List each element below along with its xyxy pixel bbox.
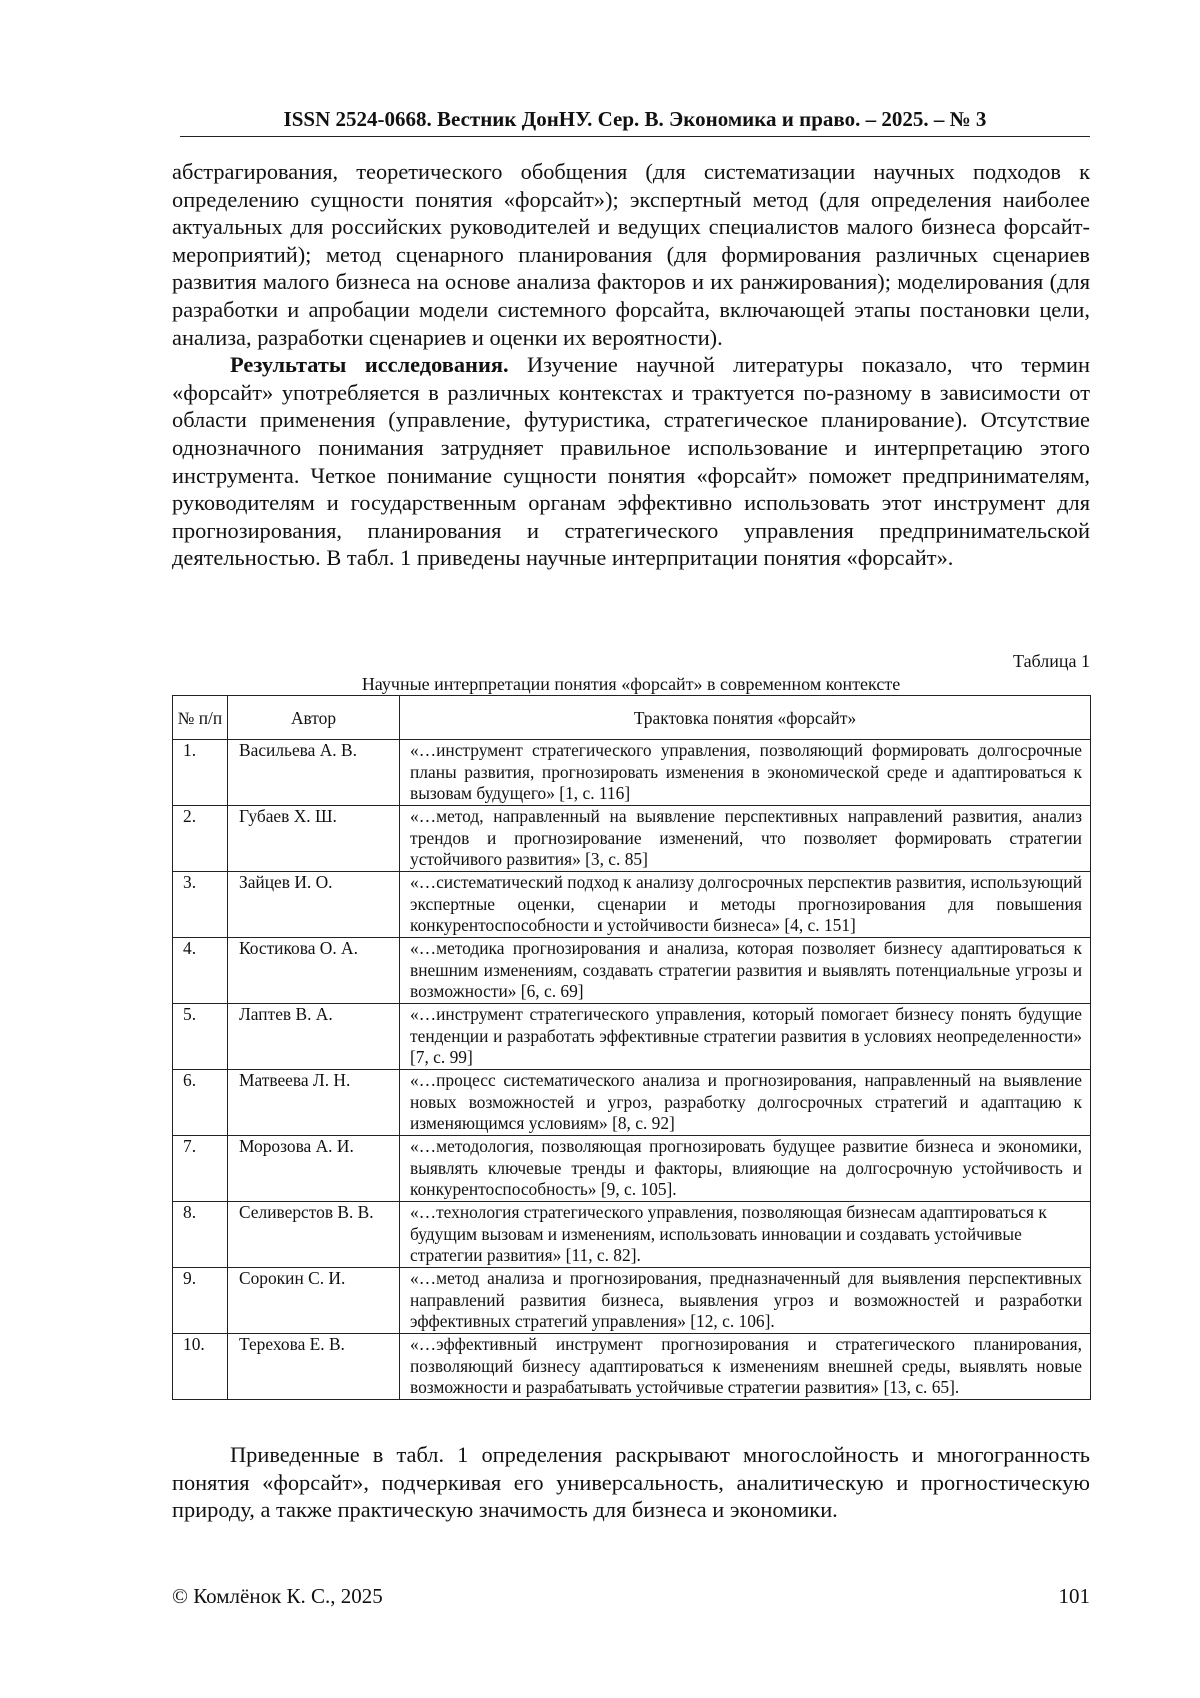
table-header-row <box>173 696 1091 740</box>
row-num: 7. <box>173 1136 228 1202</box>
intro-paragraph: абстрагирования, теоретического обобщения (для систематизации научных подходов к определению сущности понятия «форсайт»); экспертный метод (для определения наиболее актуальных для российских руководителей и ведущих специалистов малого бизнеса форсайт-мероприятий); метод сценарного планирования (для формирования различных сценариев развития малого бизнеса на основе анализа факторов и их ранжирования); моделирования (для разработки и апробации модели системного форсайта, включающей этапы постановки цели, анализа, разработки сценариев и оценки их вероятности). <box>172 159 1090 350</box>
row-num: 3. <box>173 872 228 938</box>
table-row <box>173 1136 1091 1202</box>
results-text: Изучение научной литературы показало, что термин «форсайт» употребляется в различных контекстах и трактуется по-разному в зависимости от области применения (управление, футуристика, стратегическое планирование). Отсутствие однозначного понимания затрудняет правильное использование и интерпретацию этого инструмента. Четкое понимание сущности понятия «форсайт» поможет предпринимателям, руководителям и государственным органам эффективно использовать этот инструмент для прогнозирования, планирования и стратегического управления предпринимательской деятельностью. В табл. 1 приведены научные интерпритации понятия «форсайт». <box>172 352 1090 571</box>
body-text-top <box>172 158 1090 572</box>
copyright-footer: © Комлёнок К. С., 2025 <box>172 1584 383 1608</box>
row-num: 9. <box>173 1268 228 1334</box>
row-num: 2. <box>173 806 228 872</box>
results-heading: Результаты исследования. <box>230 352 509 378</box>
row-definition: «…инструмент стратегического управления, который помогает бизнесу понять будущие тенденции и разработать эффективные стратегии развития в условиях неопределенности» [7, с. 99] <box>400 1004 1091 1070</box>
row-num: 4. <box>173 938 228 1004</box>
row-author: Лаптев В. А. <box>228 1004 400 1070</box>
table-row <box>173 872 1091 938</box>
row-num: 10. <box>173 1334 228 1400</box>
row-definition: «…систематический подход к анализу долгосрочных перспектив развития, использующий экспертные оценки, сценарии и методы прогнозирования для повышения конкурентоспособности и устойчивости бизнеса» [4, с. 151] <box>400 872 1091 938</box>
closing-paragraph: Приведенные в табл. 1 определения раскрывают многослойность и многогранность понятия «форсайт», подчеркивая его универсальность, аналитическую и прогностическую природу, а также практическую значимость для бизнеса и экономики. <box>172 1442 1090 1523</box>
interpretations-table <box>172 695 1091 1400</box>
table-row <box>173 1202 1091 1268</box>
row-definition: «…методика прогнозирования и анализа, которая позволяет бизнесу адаптироваться к внешним изменениям, создавать стратегии развития и выявлять потенциальные угрозы и возможности» [6, с. 69] <box>400 938 1091 1004</box>
header-rule <box>180 136 1090 137</box>
row-author: Губаев Х. Ш. <box>228 806 400 872</box>
table-row <box>173 938 1091 1004</box>
row-author: Сорокин С. И. <box>228 1268 400 1334</box>
row-definition: «…инструмент стратегического управления, позволяющий формировать долгосрочные планы развития, прогнозировать изменения в экономической среде и адаптироваться к вызовам будущего» [1, с. 116] <box>400 740 1091 806</box>
row-definition: «…технология стратегического управления, позволяющая бизнесам адаптироваться к будущим вызовам и изменениям, использовать инновации и создавать устойчивые стратегии развития» [11, с. 82]. <box>400 1202 1091 1268</box>
row-definition: «…методология, позволяющая прогнозировать будущее развитие бизнеса и экономики, выявлять ключевые тренды и факторы, влияющие на долгосрочную устойчивость и конкурентоспособность» [9, с. 105]. <box>400 1136 1091 1202</box>
header-num: № п/п <box>173 696 228 740</box>
results-paragraph <box>172 351 1090 572</box>
row-author: Васильева А. В. <box>228 740 400 806</box>
table-row <box>173 1268 1091 1334</box>
row-author: Морозова А. И. <box>228 1136 400 1202</box>
row-definition: «…метод анализа и прогнозирования, предназначенный для выявления перспективных направлений развития бизнеса, выявления угроз и возможностей и разработки эффективных стратегий управления» [12, с. 106]. <box>400 1268 1091 1334</box>
row-author: Зайцев И. О. <box>228 872 400 938</box>
table-row <box>173 806 1091 872</box>
row-definition: «…процесс систематического анализа и прогнозирования, направленный на выявление новых возможностей и угроз, разработку долгосрочных стратегий и адаптацию к изменяющимся условиям» [8, с. 92] <box>400 1070 1091 1136</box>
row-num: 6. <box>173 1070 228 1136</box>
table-row <box>173 1004 1091 1070</box>
row-author: Матвеева Л. Н. <box>228 1070 400 1136</box>
row-num: 1. <box>173 740 228 806</box>
table-number: Таблица 1 <box>1013 651 1090 671</box>
row-author: Костикова О. А. <box>228 938 400 1004</box>
header-author: Автор <box>228 696 400 740</box>
body-text-bottom <box>172 1441 1090 1524</box>
table-row <box>173 1334 1091 1400</box>
table-row <box>173 1070 1091 1136</box>
row-definition: «…метод, направленный на выявление перспективных направлений развития, анализ трендов и прогнозирование изменений, что позволяет формировать стратегии устойчивого развития» [3, с. 85] <box>400 806 1091 872</box>
table-title: Научные интерпретации понятия «форсайт» в современном контексте <box>361 674 901 694</box>
row-num: 5. <box>173 1004 228 1070</box>
table-row <box>173 740 1091 806</box>
row-author: Терехова Е. В. <box>228 1334 400 1400</box>
row-author: Селиверстов В. В. <box>228 1202 400 1268</box>
row-num: 8. <box>173 1202 228 1268</box>
journal-header: ISSN 2524-0668. Вестник ДонНУ. Сер. В. Экономика и право. – 2025. – № 3 <box>283 107 987 131</box>
header-definition: Трактовка понятия «форсайт» <box>400 696 1091 740</box>
row-definition: «…эффективный инструмент прогнозирования и стратегического планирования, позволяющий бизнесу адаптироваться к изменениям внешней среды, выявлять новые возможности и разрабатывать устойчивые стратегии развития» [13, с. 65]. <box>400 1334 1091 1400</box>
page-number: 101 <box>1058 1584 1090 1608</box>
